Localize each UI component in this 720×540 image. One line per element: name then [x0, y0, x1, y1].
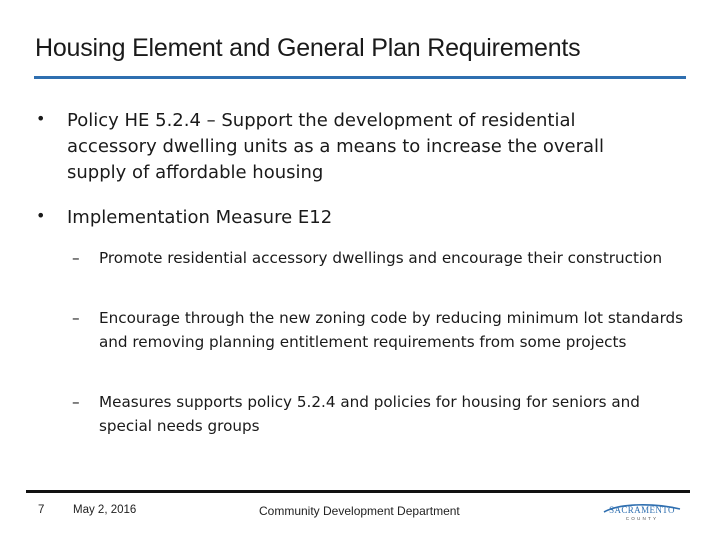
- dash-marker: –: [72, 393, 80, 411]
- slide-title: Housing Element and General Plan Requirements: [35, 34, 581, 62]
- bullet-implementation-text: Implementation Measure E12: [67, 207, 333, 228]
- logo-word-top: SACRAMENTO: [609, 505, 675, 515]
- bullet-marker: •: [36, 206, 46, 225]
- bullet-policy: [36, 108, 657, 186]
- dash-marker: –: [72, 309, 80, 327]
- subbullet-measures-text: Measures supports policy 5.2.4 and policies for housing for seniors and special needs groups: [99, 393, 640, 435]
- logo-word-bottom: COUNTY: [625, 516, 659, 521]
- subbullet-promote: [72, 246, 689, 270]
- title-underline: [34, 76, 686, 79]
- page-number: 7: [38, 504, 45, 516]
- dash-marker: –: [72, 249, 80, 267]
- footer-date: May 2, 2016: [73, 504, 137, 516]
- subbullet-encourage: [72, 306, 689, 354]
- subbullet-promote-text: Promote residential accessory dwellings and encourage their construction: [99, 249, 663, 267]
- subbullet-measures: [72, 390, 689, 438]
- bullet-policy-text: Policy HE 5.2.4 – Support the development of residential accessory dwelling units as a means to increase the overall supply of affordable housing: [67, 110, 605, 183]
- bullet-implementation: [36, 205, 657, 231]
- sacramento-county-logo: [602, 500, 682, 522]
- subbullet-encourage-text: Encourage through the new zoning code by reducing minimum lot standards and removing planning entitlement requirements from some projects: [99, 309, 684, 351]
- bullet-marker: •: [36, 109, 46, 128]
- footer-department: Community Development Department: [259, 504, 460, 518]
- footer-rule: [26, 490, 690, 493]
